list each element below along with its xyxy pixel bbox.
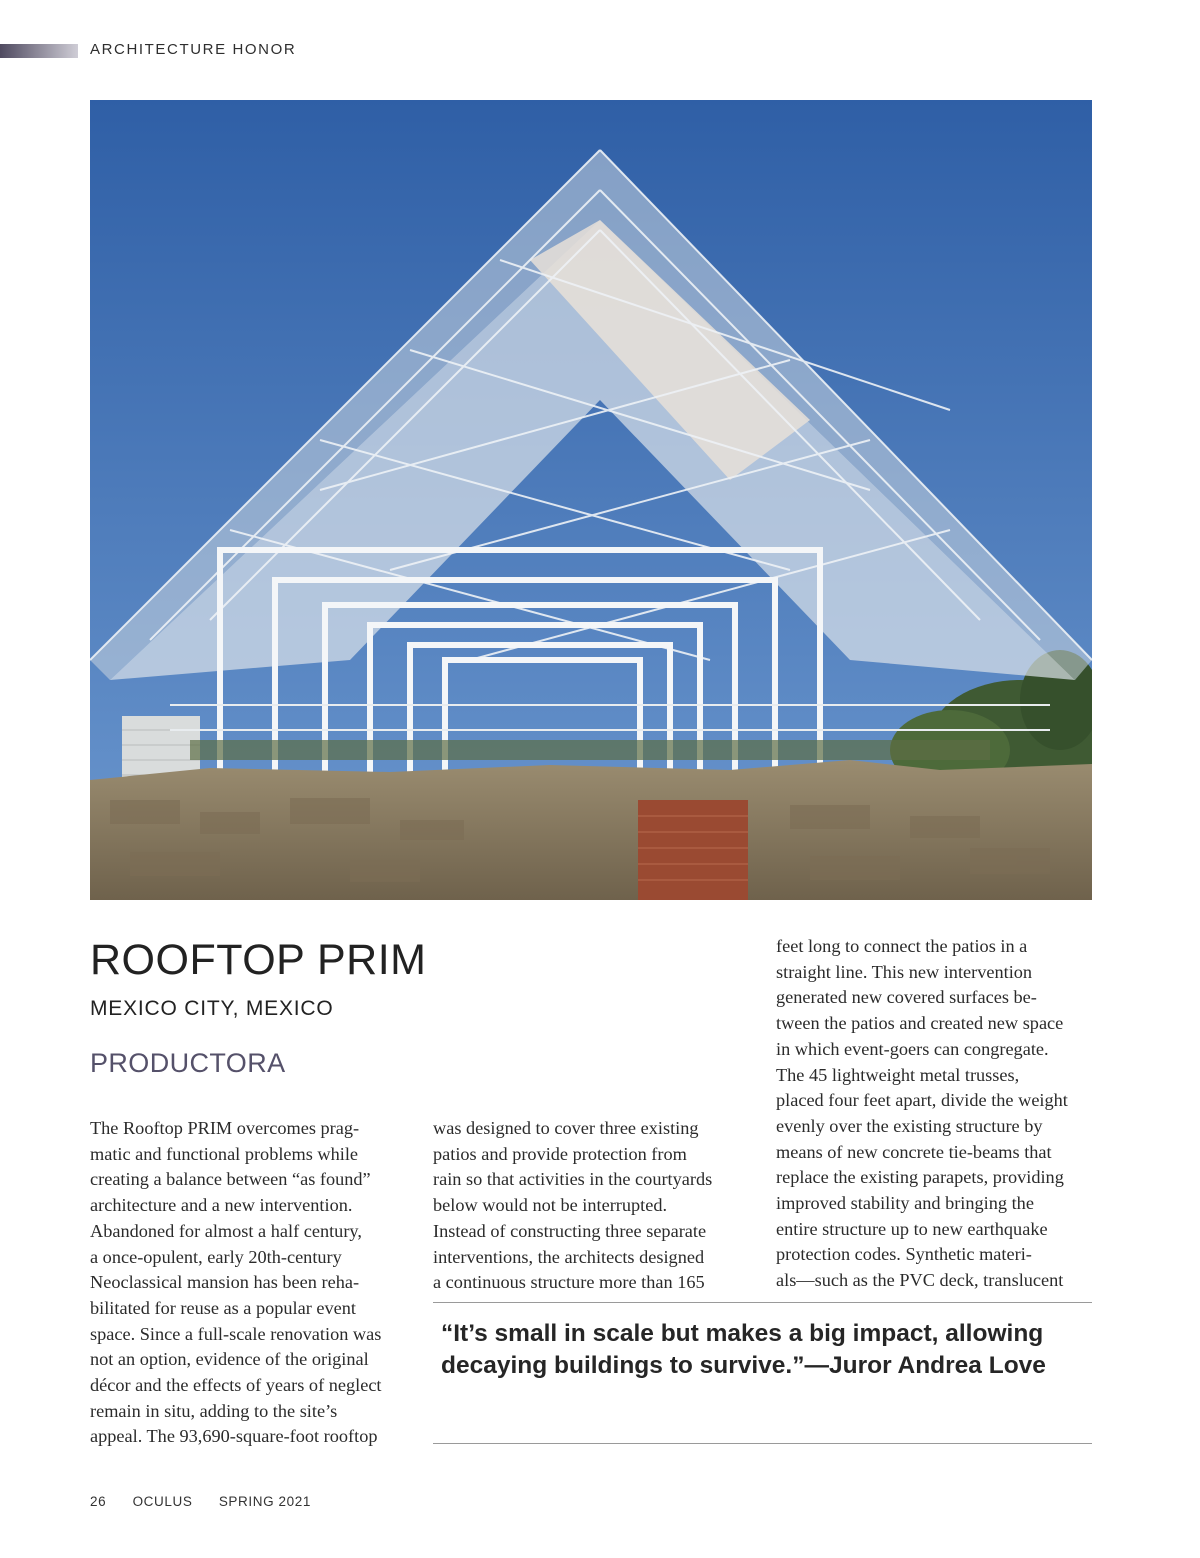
- body-line: bilitated for reuse as a popular event: [90, 1297, 356, 1318]
- body-line: rain so that activities in the courtyards: [433, 1169, 713, 1190]
- body-line: evenly over the existing structure by: [776, 1115, 1043, 1136]
- body-line: architecture and a new intervention.: [90, 1195, 353, 1216]
- body-line: remain in situ, adding to the site’s: [90, 1400, 338, 1421]
- body-line: in which event-goers can congregate.: [776, 1038, 1049, 1059]
- body-line: space. Since a full-scale renovation was: [90, 1323, 382, 1344]
- section-label: ARCHITECTURE HONOR: [90, 41, 297, 58]
- body-line: appeal. The 93,690-square-foot rooftop: [90, 1426, 378, 1447]
- body-line: generated new covered surfaces be-: [776, 987, 1037, 1008]
- page-footer: [90, 1494, 333, 1509]
- body-line: was designed to cover three existing: [433, 1118, 699, 1138]
- body-line: décor and the effects of years of neglect: [90, 1375, 382, 1396]
- body-line: Neoclassical mansion has been reha-: [90, 1272, 360, 1293]
- architecture-firm: PRODUCTORA: [90, 1048, 286, 1078]
- body-line: tween the patios and created new space: [776, 1013, 1064, 1034]
- pull-quote-rule-bottom: [433, 1443, 1092, 1444]
- body-line: a once-opulent, early 20th-century: [90, 1246, 342, 1267]
- issue-date: SPRING 2021: [218, 1494, 311, 1509]
- body-line: interventions, the architects designed: [433, 1246, 705, 1267]
- pull-quote-line: decaying buildings to survive.”—Juror Andrea Love: [441, 1352, 1046, 1379]
- body-line: entire structure up to new earthquake: [776, 1218, 1048, 1239]
- body-line: Abandoned for almost a half century,: [90, 1220, 362, 1241]
- body-line: placed four feet apart, divide the weight: [776, 1090, 1068, 1111]
- body-line: improved stability and bringing the: [776, 1193, 1034, 1214]
- body-line: a continuous structure more than 165: [433, 1272, 705, 1293]
- body-line: feet long to connect the patios in a: [776, 936, 1028, 956]
- body-line: straight line. This new intervention: [776, 961, 1033, 982]
- publication-name: OCULUS: [132, 1494, 193, 1509]
- body-column-2: [433, 1116, 751, 1296]
- project-location: MEXICO CITY, MEXICO: [90, 997, 334, 1020]
- section-color-bar: [0, 44, 78, 58]
- body-line: means of new concrete tie-beams that: [776, 1141, 1052, 1162]
- body-line: Instead of constructing three separate: [433, 1220, 707, 1241]
- body-line: replace the existing parapets, providing: [776, 1167, 1064, 1188]
- rooftop-canopy-illustration: [90, 100, 1092, 900]
- body-line: not an option, evidence of the original: [90, 1349, 369, 1370]
- body-line: creating a balance between “as found”: [90, 1169, 371, 1190]
- body-column-1: [90, 1116, 408, 1450]
- body-line: matic and functional problems while: [90, 1143, 359, 1164]
- page-number: 26: [90, 1494, 107, 1509]
- feature-photo: [90, 100, 1092, 900]
- pull-quote-rule-top: [433, 1302, 1092, 1303]
- body-line: The 45 lightweight metal trusses,: [776, 1064, 1020, 1085]
- body-line: below would not be interrupted.: [433, 1195, 668, 1216]
- body-line: patios and provide protection from: [433, 1143, 687, 1164]
- pull-quote-line: “It’s small in scale but makes a big impact, allowing: [441, 1320, 1044, 1347]
- article-title: ROOFTOP PRIM: [90, 936, 427, 984]
- body-line: als—such as the PVC deck, translucent: [776, 1270, 1064, 1291]
- body-line: protection codes. Synthetic materi-: [776, 1244, 1032, 1265]
- body-line: The Rooftop PRIM overcomes prag-: [90, 1118, 360, 1138]
- pull-quote: [441, 1318, 1091, 1382]
- body-column-3: [776, 934, 1094, 1294]
